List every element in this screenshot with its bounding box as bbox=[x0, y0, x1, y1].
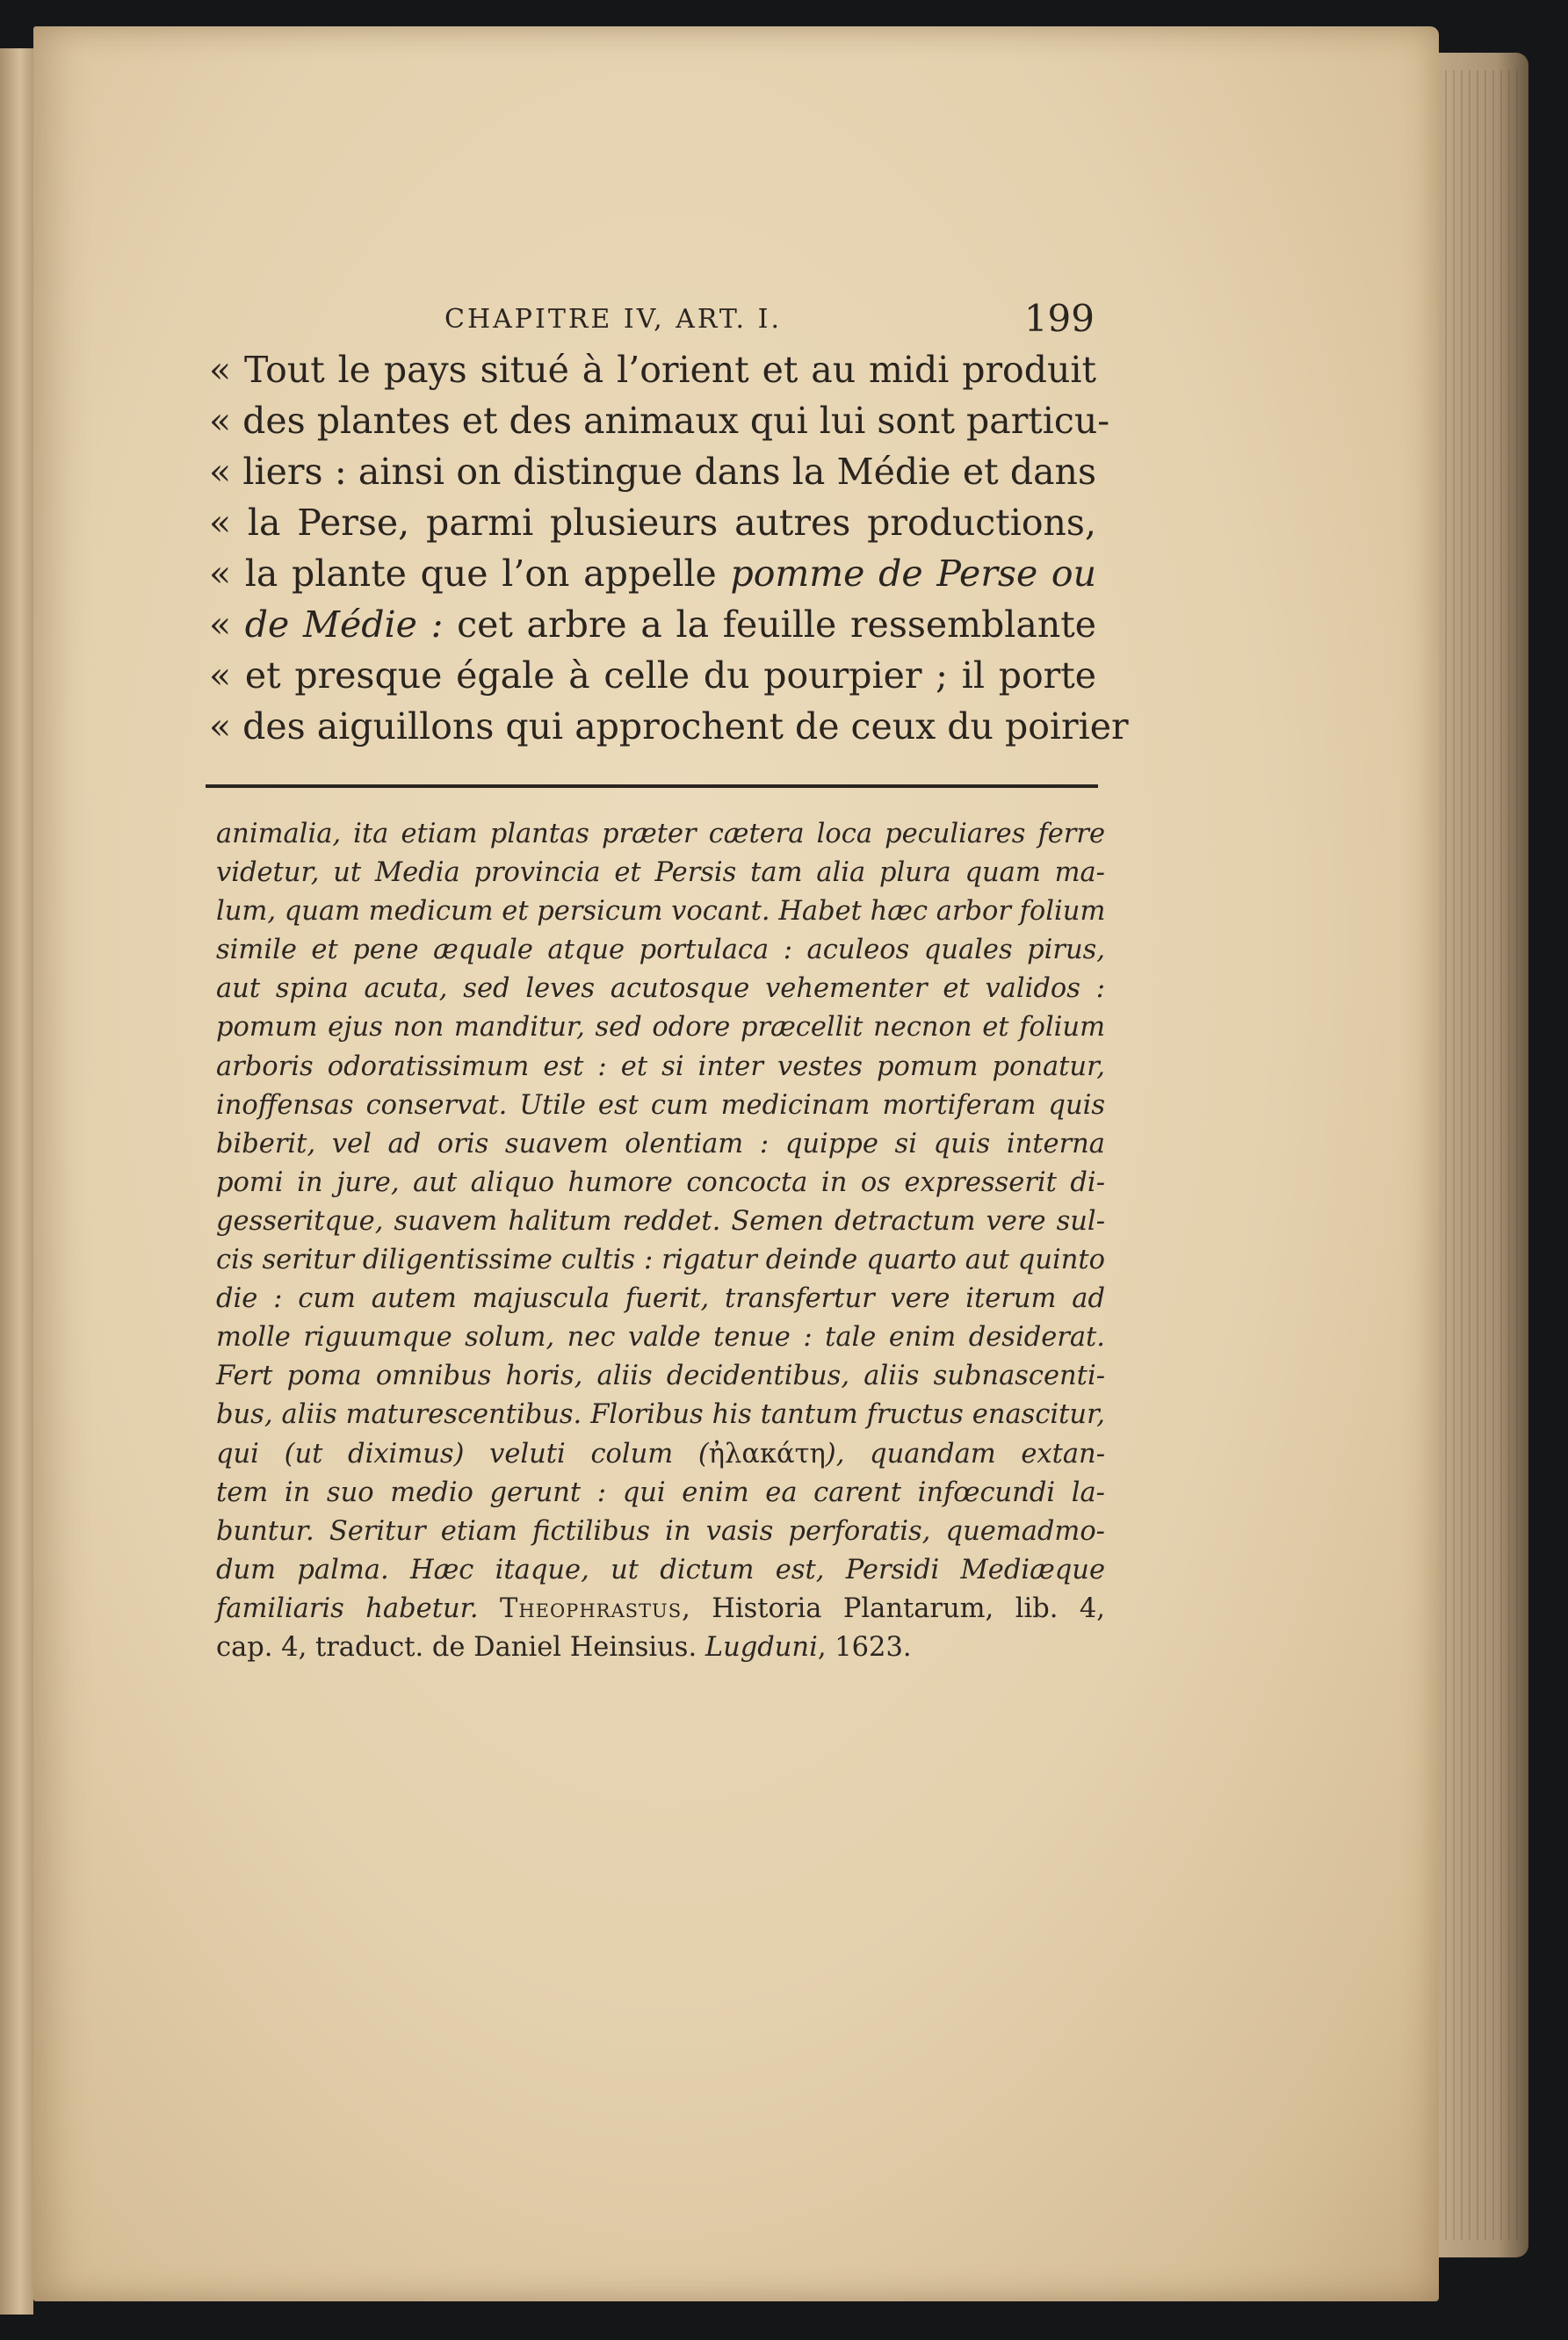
text-segment: « la plante que l’on appelle bbox=[209, 552, 731, 595]
main-text-line bbox=[209, 650, 1096, 701]
main-text-line bbox=[209, 548, 1096, 599]
text-segment: gesseritque, suavem halitum reddet. Semen detractum vere sul- bbox=[216, 1205, 1105, 1237]
text-segment: pomme de Perse ou bbox=[730, 552, 1096, 595]
footnote-line bbox=[216, 931, 1105, 970]
text-segment: videtur, ut Media provincia et Persis tam alia plura quam ma- bbox=[216, 857, 1105, 889]
text-segment: Theophrastus bbox=[499, 1592, 683, 1624]
footnote-line bbox=[216, 1008, 1105, 1047]
text-segment: cis seritur diligentissime cultis : rigatur deinde quarto aut quinto bbox=[216, 1245, 1105, 1276]
text-segment: buntur. Seritur etiam fictilibus in vasis perforatis, quemadmo- bbox=[216, 1515, 1105, 1547]
footnote-line bbox=[216, 1280, 1105, 1318]
running-head bbox=[444, 297, 1095, 350]
footnote-line bbox=[216, 1202, 1105, 1241]
main-text-line bbox=[209, 701, 1129, 752]
text-segment: pomi in jure, aut aliquo humore concocta in os expresserit di- bbox=[216, 1166, 1105, 1198]
text-segment: biberit, vel ad oris suavem olentiam : quippe si quis interna bbox=[216, 1128, 1105, 1159]
text-segment: molle riguumque solum, nec valde tenue : tale enim desiderat. bbox=[216, 1322, 1105, 1354]
chapter-heading: CHAPITRE IV, ART. I. bbox=[444, 304, 782, 335]
footnote-line bbox=[216, 815, 1105, 854]
text-segment: « bbox=[209, 603, 245, 646]
footnote-line bbox=[216, 1241, 1105, 1280]
main-text-line bbox=[209, 395, 1110, 446]
footnote-rule bbox=[206, 784, 1098, 788]
text-segment: qui (ut diximus) veluti colum ( bbox=[216, 1438, 709, 1470]
footnote-block bbox=[216, 815, 1105, 1667]
text-segment: « Tout le pays situé à l’orient et au midi produit bbox=[209, 349, 1096, 391]
text-segment: die : cum autem majuscula fuerit, transfertur vere iterum ad bbox=[216, 1283, 1105, 1315]
page-number: 199 bbox=[1023, 297, 1095, 340]
main-text-line bbox=[209, 599, 1096, 650]
text-segment: aut spina acuta, sed leves acutosque vehementer et validos : bbox=[216, 973, 1105, 1005]
text-segment: dum palma. Hæc itaque, ut dictum est, Persidi Mediæque bbox=[216, 1554, 1105, 1585]
footnote-line bbox=[216, 892, 1105, 931]
text-segment: tem in suo medio gerunt : qui enim ea carent infœcundi la- bbox=[216, 1477, 1105, 1508]
text-segment: simile et pene æquale atque portulaca : aculeos quales pirus, bbox=[216, 935, 1105, 966]
main-text-line bbox=[209, 497, 1096, 548]
text-segment: Fert poma omnibus horis, aliis decidentibus, aliis subnascenti- bbox=[216, 1361, 1105, 1392]
text-segment: cet arbre a la feuille ressemblante bbox=[443, 603, 1096, 646]
text-segment: lum, quam medicum et persicum vocant. Habet hæc arbor folium bbox=[216, 896, 1106, 928]
footnote-line bbox=[216, 1474, 1105, 1513]
footnote-line bbox=[216, 1164, 1105, 1202]
footnote-line bbox=[216, 1590, 1105, 1629]
main-text-line bbox=[209, 446, 1096, 497]
text-segment: « liers : ainsi on distingue dans la Médie et dans bbox=[209, 451, 1096, 493]
text-segment: ἠλακάτη bbox=[708, 1438, 826, 1470]
footnote-line bbox=[216, 1318, 1105, 1357]
text-segment: « des aiguillons qui approchent de ceux du poirier bbox=[209, 705, 1129, 748]
footnote-line bbox=[216, 1125, 1105, 1164]
footnote-line bbox=[216, 1048, 1105, 1087]
text-segment: cap. 4, traduct. de Daniel Heinsius. bbox=[216, 1631, 705, 1663]
footnote-line bbox=[216, 1357, 1105, 1396]
footnote-line bbox=[216, 1087, 1105, 1125]
footnote-line bbox=[216, 1396, 1105, 1434]
text-segment: pomum ejus non manditur, sed odore præcellit necnon et folium bbox=[216, 1012, 1105, 1044]
footnote-line bbox=[216, 1629, 1105, 1667]
text-segment: bus, aliis maturescentibus. Floribus his tantum fructus enascitur, bbox=[216, 1399, 1105, 1431]
text-segment: animalia, ita etiam plantas præter cætera loca peculiares ferre bbox=[216, 819, 1105, 849]
footnote-line bbox=[216, 1513, 1105, 1551]
text-segment: de Médie : bbox=[244, 603, 444, 646]
text-segment: inoffensas conservat. Utile est cum medicinam mortiferam quis bbox=[216, 1089, 1105, 1121]
footnote-line bbox=[216, 1435, 1105, 1474]
facing-page-edge bbox=[0, 48, 33, 2315]
text-segment: ), quandam extan- bbox=[825, 1438, 1105, 1470]
footnote-line bbox=[216, 1551, 1105, 1590]
text-segment: « la Perse, parmi plusieurs autres productions, bbox=[209, 502, 1096, 544]
footnote-line bbox=[216, 854, 1105, 892]
footnote-line bbox=[216, 970, 1105, 1008]
text-segment: , 1623. bbox=[817, 1631, 912, 1663]
text-segment: arboris odoratissimum est : et si inter vestes pomum ponatur, bbox=[216, 1051, 1105, 1082]
text-segment: « et presque égale à celle du pourpier ; il porte bbox=[209, 654, 1096, 697]
main-text-block bbox=[209, 344, 1129, 752]
text-segment: familiaris habetur. bbox=[216, 1592, 500, 1624]
text-segment: « des plantes et des animaux qui lui sont particu- bbox=[209, 400, 1110, 442]
main-text-line bbox=[209, 344, 1096, 395]
text-segment: Lugduni bbox=[705, 1631, 818, 1663]
text-segment: , Historia Plantarum, lib. 4, bbox=[682, 1592, 1105, 1624]
